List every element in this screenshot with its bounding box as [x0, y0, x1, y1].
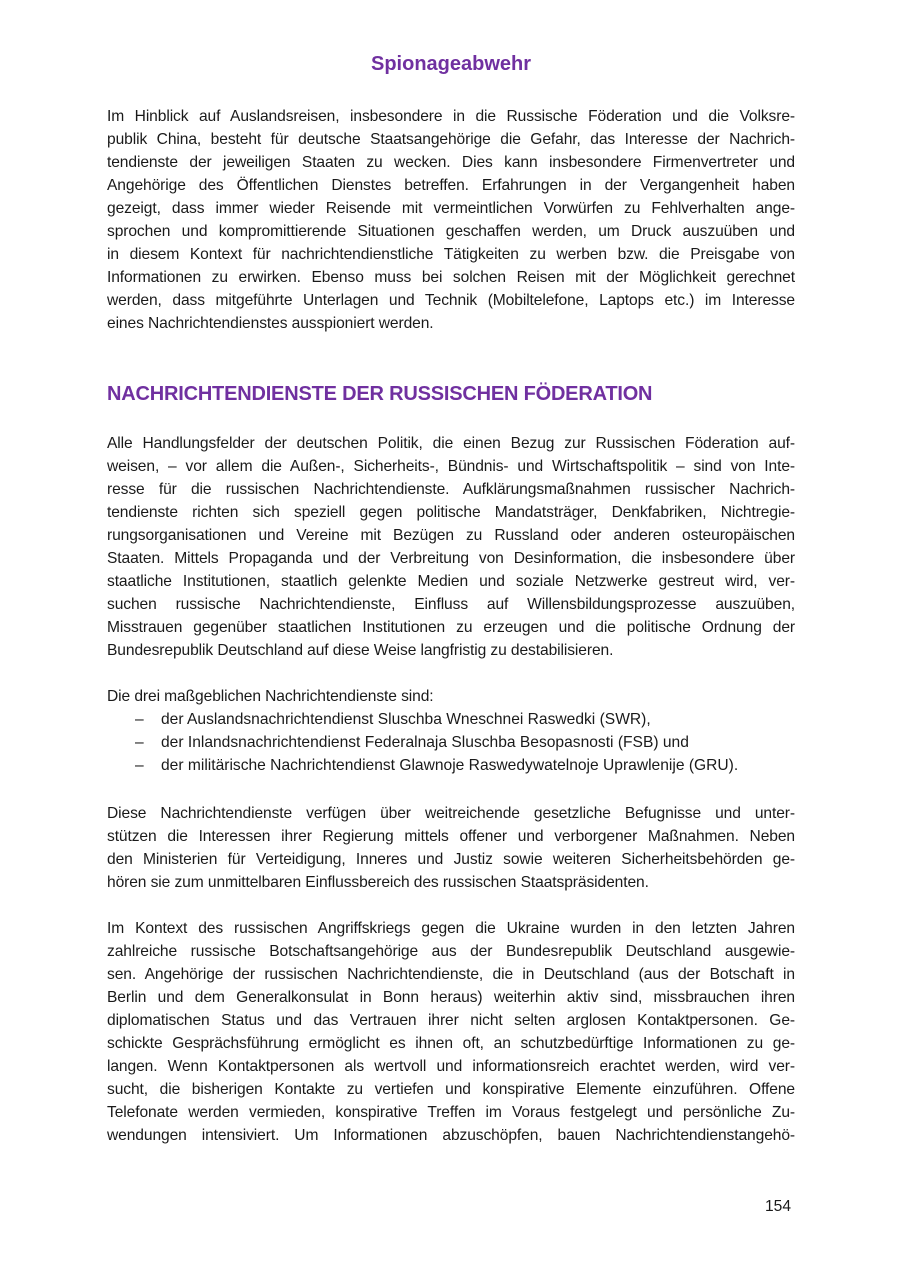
text-line: Telefonate werden vermieden, konspirative Treffen im Voraus festgelegt und persönliche Zu-: [107, 1104, 795, 1121]
text-line: sprochen und kompromittierende Situationen geschaffen werden, um Druck auszuüben und: [107, 223, 795, 240]
text-line: stützen die Interessen ihrer Regierung mittels offener und verborgener Maßnahmen. Neben: [107, 828, 795, 845]
text-line: eines Nachrichtendienstes ausspioniert werden.: [107, 315, 434, 332]
text-line: sen. Angehörige der russischen Nachrichtendienste, die in Deutschland (aus der Botschaft in: [107, 966, 795, 983]
chapter-heading: NACHRICHTENDIENSTE DER RUSSISCHEN FÖDERATION: [107, 383, 653, 405]
text-line: Staaten. Mittels Propaganda und der Verbreitung von Desinformation, die insbesondere über: [107, 550, 795, 567]
list-item-text: der militärische Nachrichtendienst Glawnoje Raswedywatelnoje Uprawlenije (GRU).: [161, 757, 739, 774]
text-line: suchen russische Nachrichtendienste, Einfluss auf Willensbildungsprozesse auszuüben,: [107, 596, 795, 613]
text-line: Diese Nachrichtendienste verfügen über weitreichende gesetzliche Befugnisse und unter-: [107, 805, 795, 822]
text-line: in diesem Kontext für nachrichtendienstliche Tätigkeiten zu werben bzw. die Preisgabe von: [107, 246, 795, 263]
text-line: tendienste der jeweiligen Staaten zu wecken. Dies kann insbesondere Firmenvertreter und: [107, 154, 795, 171]
text-line: gezeigt, dass immer wieder Reisende mit vermeintlichen Vorwürfen zu Fehlverhalten ange-: [107, 200, 795, 217]
text-line: werden, dass mitgeführte Unterlagen und Technik (Mobiltelefone, Laptops etc.) im Interesse: [107, 292, 795, 309]
text-line: Alle Handlungsfelder der deutschen Politik, die einen Bezug zur Russischen Föderation auf-: [107, 435, 795, 452]
text-line: den Ministerien für Verteidigung, Inneres und Justiz sowie weiteren Sicherheitsbehörden ge-: [107, 851, 795, 868]
text-line: Angehörige des Öffentlichen Dienstes betreffen. Erfahrungen in der Vergangenheit haben: [107, 177, 795, 194]
text-line: zahlreiche russische Botschaftsangehörige aus der Bundesrepublik Deutschland ausgewie-: [107, 943, 795, 960]
text-line: langen. Wenn Kontaktpersonen als wertvoll und informationsreich erachtet werden, wird ver-: [107, 1058, 795, 1075]
text-line: Im Hinblick auf Auslandsreisen, insbesondere in die Russische Föderation und die Volksre-: [107, 108, 795, 125]
text-line: tendienste richten sich speziell gegen politische Mandatsträger, Denkfabriken, Nichtregie-: [107, 504, 795, 521]
list-item: [107, 754, 738, 777]
text-line: Die drei maßgeblichen Nachrichtendienste sind:: [107, 688, 434, 705]
text-line: weisen, – vor allem die Außen-, Sicherheits-, Bündnis- und Wirtschaftspolitik – sind von Inte-: [107, 458, 795, 475]
text-line: publik China, besteht für deutsche Staatsangehörige die Gefahr, das Interesse der Nachrich-: [107, 131, 795, 148]
text-line: resse für die russischen Nachrichtendienste. Aufklärungsmaßnahmen russischer Nachrich-: [107, 481, 795, 498]
text-line: wendungen intensiviert. Um Informationen abzuschöpfen, bauen Nachrichtendienstangehö-: [107, 1127, 795, 1144]
text-line: hören sie zum unmittelbaren Einflussbereich des russischen Staatspräsidenten.: [107, 874, 649, 891]
text-line: staatliche Institutionen, staatlich gelenkte Medien und soziale Netzwerke gestreut wird, ver-: [107, 573, 795, 590]
list-item-text: der Auslandsnachrichtendienst Sluschba Wneschnei Raswedki (SWR),: [161, 711, 651, 728]
list-intro: [107, 685, 795, 708]
text-line: Bundesrepublik Deutschland auf diese Weise langfristig zu destabilisieren.: [107, 642, 614, 659]
text-line: Berlin und dem Generalkonsulat in Bonn heraus) weiterhin aktiv sind, missbrauchen ihren: [107, 989, 795, 1006]
text-line: sucht, die bisherigen Kontakte zu vertiefen und konspirative Elemente einzuführen. Offene: [107, 1081, 795, 1098]
text-line: rungsorganisationen und Vereine mit Bezügen zu Russland oder anderen osteuropäischen: [107, 527, 795, 544]
list-item: [107, 708, 738, 731]
text-line: Informationen zu erwirken. Ebenso muss bei solchen Reisen mit der Möglichkeit gerechnet: [107, 269, 795, 286]
paragraph-powers: [107, 802, 795, 894]
text-line: Misstrauen gegenüber staatlichen Institutionen zu erzeugen und die politische Ordnung der: [107, 619, 795, 636]
section-title: Spionageabwehr: [370, 53, 532, 75]
dash-bullet: –: [135, 734, 144, 751]
services-list: [107, 708, 738, 777]
list-item-text: der Inlandsnachrichtendienst Federalnaja Sluschba Besopasnosti (FSB) und: [161, 734, 689, 751]
text-line: schickte Gesprächsführung ermöglicht es ihnen oft, an schutzbedürftige Informationen zu ge-: [107, 1035, 795, 1052]
dash-bullet: –: [135, 757, 144, 774]
page-number: 154: [765, 1198, 792, 1215]
text-line: diplomatischen Status und das Vertrauen ihrer nicht selten arglosen Kontaktpersonen. Ge-: [107, 1012, 795, 1029]
paragraph-ukraine-context: [107, 917, 795, 1147]
text-line: Im Kontext des russischen Angriffskriegs gegen die Ukraine wurden in den letzten Jahren: [107, 920, 795, 937]
intro-paragraph: [107, 105, 795, 335]
list-item: [107, 731, 738, 754]
dash-bullet: –: [135, 711, 144, 728]
paragraph-russian-services: [107, 432, 795, 662]
